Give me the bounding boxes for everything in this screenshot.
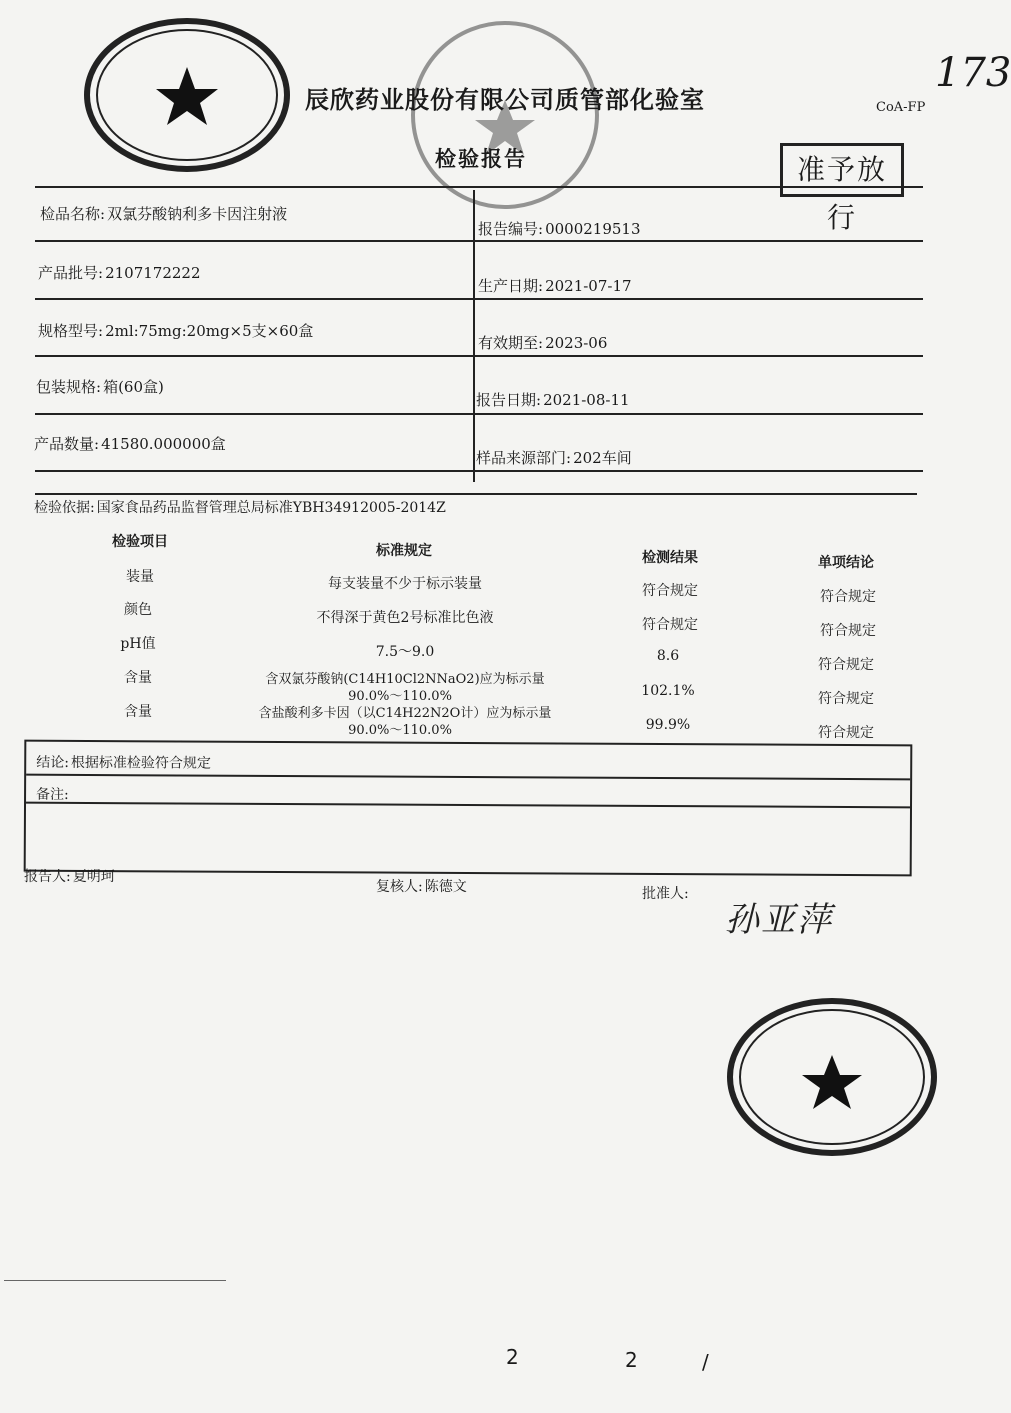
remarks-field	[36, 784, 71, 804]
report-date-field	[476, 389, 630, 410]
grid-line	[35, 298, 923, 300]
row-standard: 含盐酸利多卡因（以C14H22N2O计）应为标示量	[258, 706, 552, 721]
approver-signature: 孙亚萍	[725, 900, 833, 940]
report-date-label: 报告日期:	[476, 391, 542, 409]
grid-line	[35, 470, 923, 472]
page-mark: 2	[625, 1348, 638, 1372]
batch-no-field	[38, 262, 201, 283]
packaging-field	[36, 376, 164, 397]
report-no-label: 报告编号:	[478, 220, 544, 238]
reviewer-label: 复核人:	[376, 879, 423, 895]
reporter-field	[24, 866, 115, 886]
quantity-label: 产品数量:	[34, 435, 100, 453]
bottom-left-line	[4, 1280, 226, 1281]
packaging-label: 包装规格:	[36, 378, 102, 396]
top-center-seal	[405, 15, 605, 219]
basis-field	[34, 497, 446, 517]
grid-divider	[473, 190, 475, 482]
reporter-value: 夏明珂	[72, 869, 115, 885]
spec-label: 规格型号:	[38, 322, 104, 340]
product-name-label: 检品名称:	[40, 205, 106, 223]
row-standard-range: 90.0%～110.0%	[348, 723, 452, 738]
expiry-field	[478, 332, 607, 353]
row-item: 含量	[124, 670, 152, 686]
row-result: 102.1%	[641, 683, 695, 699]
mfg-date-field	[478, 275, 632, 296]
row-result: 8.6	[656, 648, 680, 664]
row-standard-range: 90.0%～110.0%	[348, 689, 452, 704]
approver-field	[642, 883, 691, 903]
conclusion-field	[36, 752, 211, 773]
conclusion-label: 结论:	[36, 754, 69, 771]
row-result: 符合规定	[642, 583, 698, 599]
row-verdict: 符合规定	[818, 725, 874, 741]
conclusion-box	[24, 740, 913, 877]
col-header-standard: 标准规定	[376, 543, 432, 559]
packaging-value: 箱(60盒)	[103, 378, 164, 396]
grid-line	[35, 240, 923, 242]
spec-field	[38, 320, 313, 341]
expiry-value: 2023-06	[545, 334, 608, 352]
spec-value: 2ml:75mg:20mg×5支×60盒	[105, 322, 314, 340]
approver-label: 批准人:	[642, 886, 689, 902]
sample-source-value: 202车间	[573, 449, 632, 467]
remarks-divider	[26, 802, 910, 809]
company-title: 辰欣药业股份有限公司质管部化验室	[305, 86, 705, 114]
basis-label: 检验依据:	[34, 500, 95, 516]
batch-no-label: 产品批号:	[38, 264, 104, 282]
product-name-field	[40, 203, 287, 224]
conclusion-value: 根据标准检验符合规定	[70, 754, 211, 772]
handwritten-number: 173	[935, 50, 1011, 96]
row-verdict: 符合规定	[820, 623, 876, 639]
conclusion-divider	[26, 774, 910, 781]
row-standard: 含双氯芬酸钠(C14H10Cl2NNaO2)应为标示量	[265, 672, 545, 687]
grid-line	[35, 355, 923, 357]
row-standard: 每支装量不少于标示装量	[328, 576, 482, 592]
row-item: 颜色	[124, 602, 152, 618]
remarks-label: 备注:	[36, 786, 69, 803]
page-mark: /	[702, 1350, 709, 1374]
release-stamp: 准予放行	[780, 143, 904, 197]
report-title: 检验报告	[435, 147, 527, 171]
grid-line	[35, 186, 923, 188]
grid-line	[35, 493, 917, 495]
row-result: 99.9%	[645, 717, 691, 733]
row-standard: 7.5～9.0	[375, 644, 435, 660]
mfg-date-label: 生产日期:	[478, 277, 544, 295]
quantity-value: 41580.000000盒	[101, 435, 226, 453]
bottom-right-seal	[725, 995, 940, 1164]
basis-value: 国家食品药品监督管理总局标准YBH34912005-2014Z	[96, 500, 446, 516]
page-mark: 2	[506, 1345, 519, 1369]
row-standard: 不得深于黄色2号标准比色液	[316, 610, 494, 626]
quantity-field	[34, 433, 226, 454]
sample-source-label: 样品来源部门:	[476, 449, 572, 467]
reviewer-field	[376, 876, 467, 896]
sample-source-field	[476, 447, 632, 468]
row-item: pH值	[120, 636, 156, 652]
doc-code: CoA-FP	[876, 100, 926, 115]
row-verdict: 符合规定	[818, 691, 874, 707]
col-header-verdict: 单项结论	[818, 555, 874, 571]
row-verdict: 符合规定	[820, 589, 876, 605]
batch-no-value: 2107172222	[105, 264, 201, 282]
top-left-seal	[82, 15, 292, 179]
col-header-item: 检验项目	[112, 534, 168, 550]
row-verdict: 符合规定	[818, 657, 874, 673]
mfg-date-value: 2021-07-17	[545, 277, 632, 295]
row-item: 装量	[126, 569, 154, 585]
expiry-label: 有效期至:	[478, 334, 544, 352]
product-name-value: 双氯芬酸钠利多卡因注射液	[107, 205, 288, 223]
report-no-field	[478, 218, 641, 239]
row-item: 含量	[124, 704, 152, 720]
reviewer-value: 陈德文	[424, 879, 467, 895]
report-no-value: 0000219513	[545, 220, 641, 238]
grid-line	[35, 413, 923, 415]
report-date-value: 2021-08-11	[543, 391, 630, 409]
col-header-result: 检测结果	[642, 550, 698, 566]
reporter-label: 报告人:	[24, 869, 71, 885]
row-result: 符合规定	[642, 617, 698, 633]
